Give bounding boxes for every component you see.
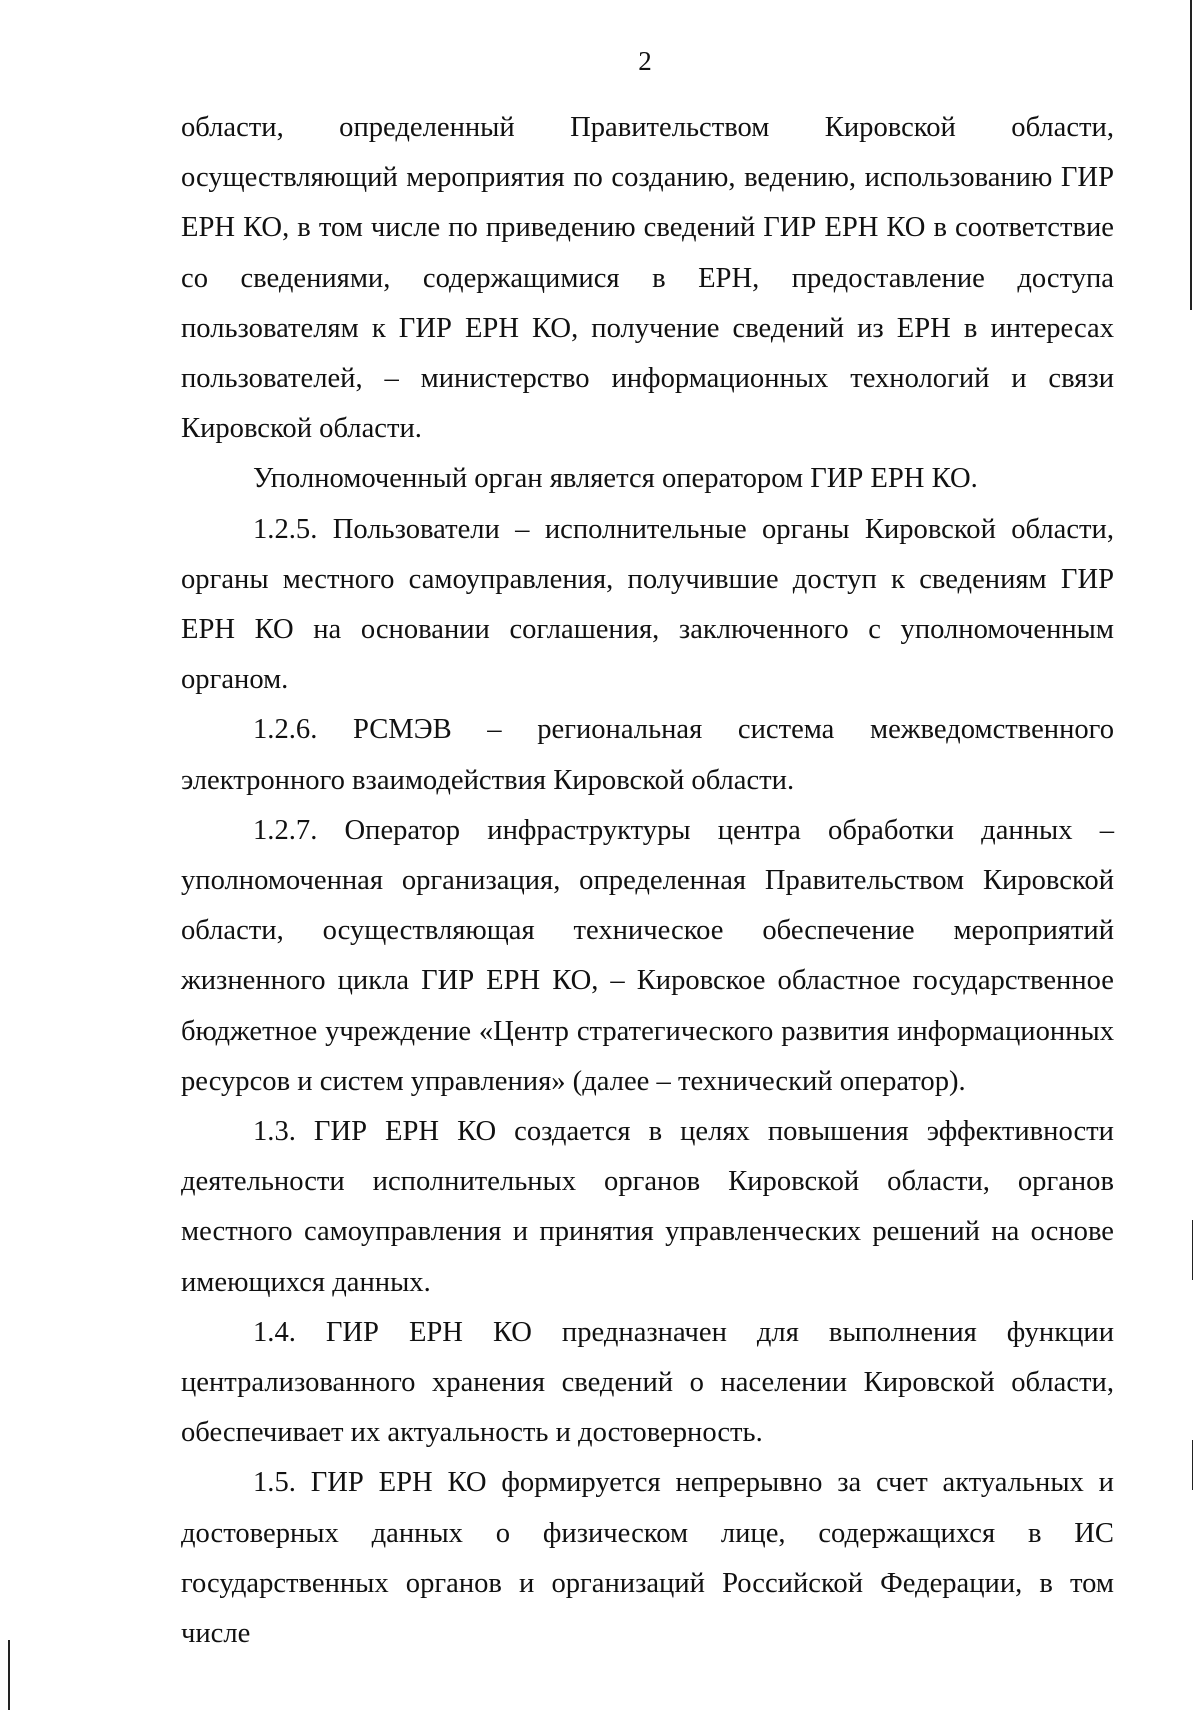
scan-edge-left-bottom bbox=[8, 1640, 10, 1710]
paragraph-1-2-7: 1.2.7. Оператор инфраструктуры центра обработки данных – уполномоченная организация, определенная Правительством Кировской области, осуществляющая техническое обеспечение мероприятий жизненного цикла ГИР ЕРН КО, – Кировское областное государственное бюджетное учреждение «Центр стратегического развития информационных ресурсов и систем управления» (далее – технический оператор). bbox=[181, 814, 1114, 1097]
paragraph-1-3: 1.3. ГИР ЕРН КО создается в целях повышения эффективности деятельности исполнительных органов Кировской области, органов местного самоуправления и принятия управленческих решений на основе имеющихся данных. bbox=[181, 1116, 1114, 1298]
paragraph-1-4: 1.4. ГИР ЕРН КО предназначен для выполнения функции централизованного хранения сведений о населении Кировской области, обеспечивает их актуальность и достоверность. bbox=[181, 1316, 1114, 1449]
paragraph-continuation: области, определенный Правительством Кировской области, осуществляющий мероприятия по созданию, ведению, использованию ГИР ЕРН КО, в том числе по приведению сведений ГИР ЕРН КО в соответствие со сведениями, содержащимися в ЕРН, предоставление доступа пользователям к ГИР ЕРН КО, получение сведений из ЕРН в интересах пользователей, – министерство информационных технологий и связи Кировской области. bbox=[181, 112, 1114, 445]
paragraph-operator-note: Уполномоченный орган является оператором ГИР ЕРН КО. bbox=[253, 463, 978, 495]
paragraph-1-5: 1.5. ГИР ЕРН КО формируется непрерывно за счет актуальных и достоверных данных о физическом лице, содержащихся в ИС государственных органов и организаций Российской Федерации, в том числе bbox=[181, 1467, 1114, 1650]
document-body bbox=[181, 103, 1114, 1659]
paragraph-1-2-5: 1.2.5. Пользователи – исполнительные органы Кировской области, органы местного самоуправления, получившие доступ к сведениям ГИР ЕРН КО на основании соглашения, заключенного с уполномоченным органом. bbox=[181, 513, 1114, 696]
scan-edge-right-top bbox=[1190, 0, 1192, 310]
page-number: 2 bbox=[638, 46, 652, 76]
paragraph-1-2-6: 1.2.6. РСМЭВ – региональная система межведомственного электронного взаимодействия Кировской области. bbox=[181, 714, 1114, 796]
scan-edge-right-low bbox=[1192, 1440, 1193, 1490]
scan-edge-right-mid bbox=[1192, 1220, 1193, 1280]
